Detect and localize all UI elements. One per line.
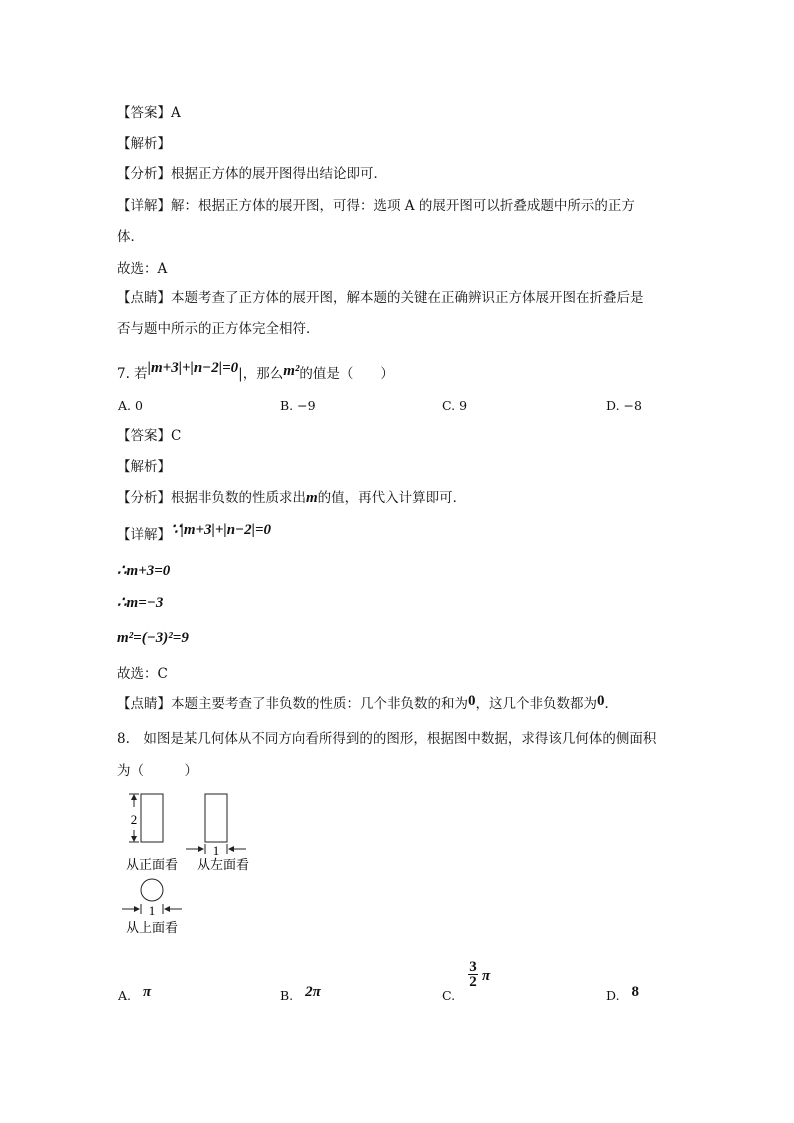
q7-option-d: D. −8 bbox=[606, 398, 642, 413]
option-letter: A. bbox=[118, 988, 132, 1003]
q7-choose: 故选：C bbox=[117, 666, 168, 682]
three-view-figure bbox=[110, 780, 270, 940]
front-view-label: 从正面看 bbox=[125, 857, 179, 872]
q6-analysis-heading: 【解析】 bbox=[117, 136, 171, 152]
q7-prefix: 7. 若 bbox=[117, 366, 148, 382]
fraction bbox=[468, 960, 478, 989]
q8-option-d bbox=[606, 984, 640, 1005]
side-width-label: 1 bbox=[212, 843, 220, 858]
q8-option-c bbox=[442, 959, 491, 1003]
q7-fenxi-var: m bbox=[306, 490, 318, 506]
q7-comment bbox=[117, 695, 618, 713]
q6-comment-line2: 否与题中所示的正方体完全相符． bbox=[117, 321, 320, 337]
q6-detail-line2: 体． bbox=[117, 229, 144, 245]
option-value: 2π bbox=[305, 984, 321, 1000]
q7-option-a: A. 0 bbox=[118, 398, 143, 413]
q6-comment-line1: 【点睛】本题考查了正方体的展开图，解本题的关键在正确辨识正方体展开图在折叠后是 bbox=[117, 290, 644, 306]
front-view-rect bbox=[141, 794, 163, 842]
denominator: 2 bbox=[469, 974, 477, 990]
q7-comment-text: 【点睛】本题主要考查了非负数的性质：几个非负数的和为 bbox=[117, 696, 468, 712]
q6-answer: 【答案】A bbox=[117, 105, 181, 121]
q6-detail-line1: 【详解】解：根据正方体的展开图，可得：选项 A 的展开图可以折叠成题中所示的正方 bbox=[117, 198, 635, 214]
q7-comment-zero2: 0 bbox=[597, 693, 605, 709]
option-letter: D. bbox=[606, 988, 620, 1003]
q7-step3: ∴m=−3 bbox=[117, 595, 164, 611]
q7-option-c: C. 9 bbox=[442, 398, 468, 413]
top-width-label: 1 bbox=[148, 903, 156, 918]
q7-mid: |，那么 bbox=[238, 366, 284, 382]
q7-option-b: B. −9 bbox=[280, 398, 316, 413]
q8-stem-line1: 8. 如图是某几何体从不同方向看所得到的的图形，根据图中数据，求得该几何体的侧面积 bbox=[117, 731, 657, 747]
q7-step2: ∴m+3=0 bbox=[117, 563, 171, 579]
q7-comment-text2: ，这几个非负数都为 bbox=[475, 696, 597, 712]
q7-equation: |m+3|+|n−2|=0 bbox=[147, 360, 239, 376]
q7-comment-zero: 0 bbox=[468, 693, 476, 709]
q7-detail-label: 【详解】 bbox=[117, 527, 171, 543]
q7-analysis-heading: 【解析】 bbox=[117, 459, 171, 475]
q7-step1: ∵|m+3|+|n−2|=0 bbox=[171, 522, 271, 538]
option-value: π bbox=[143, 984, 152, 1000]
q6-choose: 故选：A bbox=[117, 261, 168, 277]
q7-comment-end: ． bbox=[604, 696, 618, 712]
q7-fenxi bbox=[117, 489, 466, 507]
option-value: π bbox=[482, 968, 491, 984]
numerator: 3 bbox=[469, 959, 477, 975]
option-letter: C. bbox=[442, 988, 456, 1003]
top-view-circle bbox=[141, 879, 163, 901]
height-label: 2 bbox=[130, 812, 138, 827]
left-view-label: 从左面看 bbox=[196, 857, 250, 872]
q8-option-a bbox=[118, 984, 152, 1005]
option-value: 8 bbox=[631, 984, 640, 1000]
q7-step4: m²=(−3)²=9 bbox=[117, 630, 189, 646]
option-letter: B. bbox=[280, 988, 294, 1003]
q7-stem bbox=[117, 360, 394, 383]
q6-fenxi: 【分析】根据正方体的展开图得出结论即可． bbox=[117, 166, 387, 182]
q7-detail bbox=[117, 522, 271, 544]
q7-suffix: 的值是（ ） bbox=[299, 366, 394, 382]
top-view-label: 从上面看 bbox=[125, 920, 179, 935]
q8-option-b bbox=[280, 984, 321, 1005]
q8-stem-line2: 为（ ） bbox=[117, 763, 198, 779]
left-view-rect bbox=[205, 794, 227, 842]
q7-fenxi-text2: 的值，再代入计算即可． bbox=[317, 490, 467, 506]
q7-fenxi-text: 【分析】根据非负数的性质求出 bbox=[117, 490, 306, 506]
q7-m-squared: m² bbox=[283, 363, 300, 379]
q7-answer: 【答案】C bbox=[117, 428, 182, 444]
